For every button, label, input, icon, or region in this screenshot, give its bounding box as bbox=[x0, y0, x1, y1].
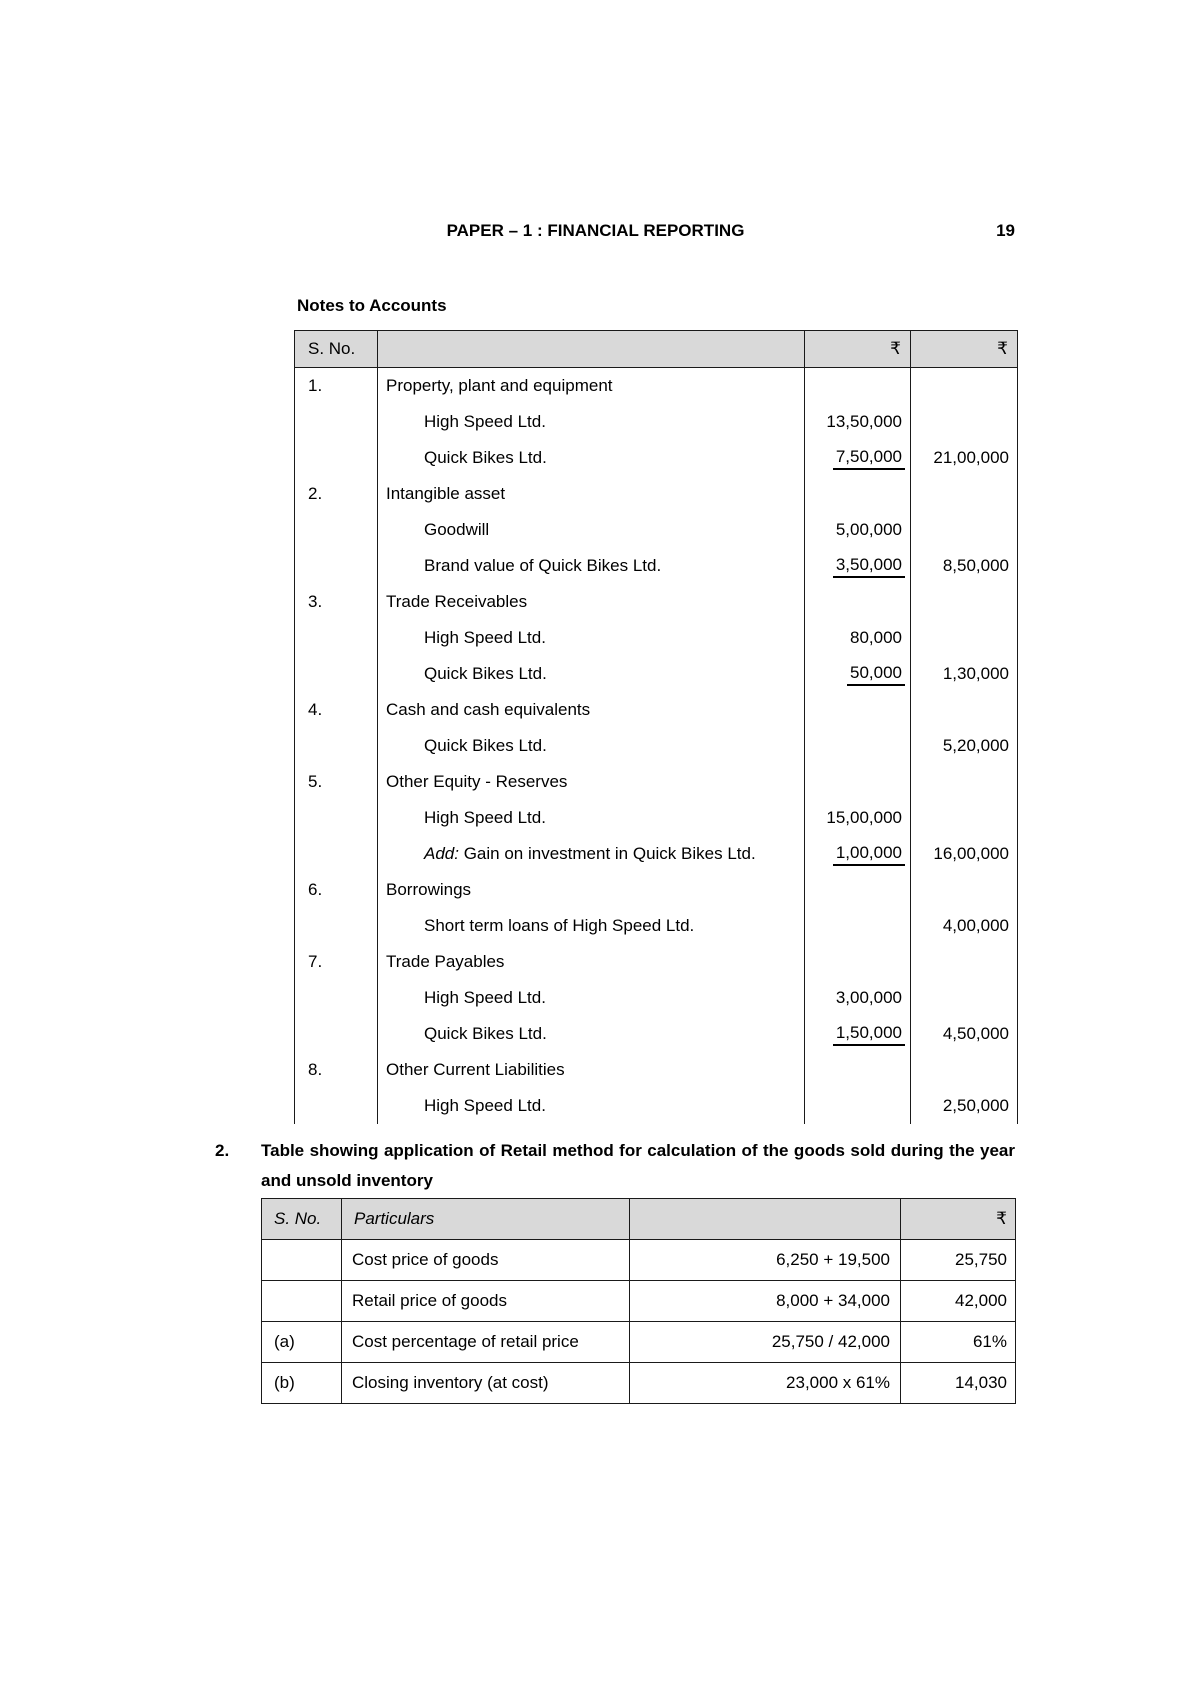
notes-row-amount-2-cell bbox=[911, 1052, 1018, 1088]
notes-row-amount-2-cell bbox=[911, 1088, 1018, 1124]
notes-row-amount-1-cell bbox=[805, 908, 911, 944]
notes-row-sno bbox=[295, 404, 378, 440]
notes-row-amount-1-cell bbox=[805, 728, 911, 764]
notes-table-row bbox=[295, 584, 1018, 620]
notes-table-row bbox=[295, 476, 1018, 512]
notes-row-sno bbox=[295, 656, 378, 692]
retail-table-body bbox=[262, 1240, 1016, 1404]
notes-row-amount-1-cell bbox=[805, 440, 911, 476]
notes-row-amount-1-cell bbox=[805, 944, 911, 980]
notes-row-amount-1: 80,000 bbox=[850, 628, 902, 647]
notes-row-amount-1: 50,000 bbox=[847, 663, 905, 686]
retail-header-rupee: ₹ bbox=[901, 1199, 1016, 1240]
notes-row-label-cell bbox=[378, 404, 805, 440]
retail-row-formula: 8,000 + 34,000 bbox=[630, 1281, 901, 1322]
notes-row-amount-1-cell bbox=[805, 800, 911, 836]
notes-table-row bbox=[295, 656, 1018, 692]
retail-table-row bbox=[262, 1240, 1016, 1281]
notes-row-label-cell bbox=[378, 944, 805, 980]
notes-to-accounts-heading: Notes to Accounts bbox=[297, 296, 447, 315]
notes-row-label-cell bbox=[378, 692, 805, 728]
retail-header-particulars: Particulars bbox=[342, 1199, 630, 1240]
notes-row-amount-2-cell bbox=[911, 368, 1018, 405]
notes-row-label-cell bbox=[378, 548, 805, 584]
retail-row-sno: (b) bbox=[262, 1363, 342, 1404]
notes-row-label: High Speed Ltd. bbox=[424, 808, 546, 827]
retail-row-sno bbox=[262, 1240, 342, 1281]
notes-row-amount-2: 16,00,000 bbox=[933, 844, 1009, 863]
notes-row-label-cell bbox=[378, 728, 805, 764]
retail-row-amount: 25,750 bbox=[901, 1240, 1016, 1281]
notes-row-label: Quick Bikes Ltd. bbox=[424, 664, 547, 683]
notes-row-label: High Speed Ltd. bbox=[424, 412, 546, 431]
notes-header-rupee-1: ₹ bbox=[805, 331, 911, 368]
notes-row-sno bbox=[295, 836, 378, 872]
notes-row-amount-1-cell bbox=[805, 692, 911, 728]
retail-header-sno: S. No. bbox=[262, 1199, 342, 1240]
notes-table-row bbox=[295, 980, 1018, 1016]
notes-table-header bbox=[295, 331, 1018, 368]
notes-row-sno bbox=[295, 620, 378, 656]
notes-row-sno bbox=[295, 908, 378, 944]
notes-row-sno bbox=[295, 1016, 378, 1052]
notes-row-amount-1-cell bbox=[805, 980, 911, 1016]
notes-table-row bbox=[295, 1052, 1018, 1088]
notes-row-amount-1-cell bbox=[805, 1016, 911, 1052]
notes-row-amount-2: 21,00,000 bbox=[933, 448, 1009, 467]
notes-row-label-cell bbox=[378, 980, 805, 1016]
notes-row-amount-2: 4,50,000 bbox=[942, 1024, 1009, 1043]
page-header bbox=[176, 221, 1015, 241]
notes-row-label: Cash and cash equivalents bbox=[386, 700, 591, 719]
notes-row-label: Borrowings bbox=[386, 880, 472, 899]
notes-row-amount-1-cell bbox=[805, 368, 911, 405]
notes-header-row bbox=[295, 331, 1018, 368]
notes-row-amount-1-cell bbox=[805, 548, 911, 584]
notes-row-sno bbox=[295, 548, 378, 584]
notes-row-sno: 2. bbox=[295, 476, 378, 512]
notes-table-row bbox=[295, 908, 1018, 944]
notes-row-amount-1-cell bbox=[805, 620, 911, 656]
notes-row-label: Quick Bikes Ltd. bbox=[424, 448, 547, 467]
notes-row-amount-1-cell bbox=[805, 836, 911, 872]
notes-row-sno: 5. bbox=[295, 764, 378, 800]
notes-header-desc bbox=[378, 331, 805, 368]
notes-row-label-cell bbox=[378, 368, 805, 405]
notes-row-label-cell bbox=[378, 800, 805, 836]
retail-row-formula: 25,750 / 42,000 bbox=[630, 1322, 901, 1363]
notes-row-amount-2: 5,20,000 bbox=[942, 736, 1009, 755]
notes-row-amount-2-cell bbox=[911, 620, 1018, 656]
notes-row-amount-2: 2,50,000 bbox=[942, 1096, 1009, 1115]
notes-table-row bbox=[295, 512, 1018, 548]
notes-row-amount-2-cell bbox=[911, 728, 1018, 764]
notes-table-row bbox=[295, 404, 1018, 440]
notes-row-sno: 6. bbox=[295, 872, 378, 908]
notes-row-label-cell bbox=[378, 656, 805, 692]
notes-row-label-cell bbox=[378, 440, 805, 476]
page-title: PAPER – 1 : FINANCIAL REPORTING bbox=[446, 221, 745, 240]
notes-row-label: Trade Payables bbox=[386, 952, 505, 971]
notes-row-amount-2-cell bbox=[911, 440, 1018, 476]
notes-row-sno bbox=[295, 440, 378, 476]
notes-row-amount-2-cell bbox=[911, 1016, 1018, 1052]
notes-row-amount-1-cell bbox=[805, 584, 911, 620]
notes-row-sno: 7. bbox=[295, 944, 378, 980]
notes-header-rupee-2: ₹ bbox=[911, 331, 1018, 368]
notes-row-label-cell bbox=[378, 620, 805, 656]
notes-row-amount-2-cell bbox=[911, 692, 1018, 728]
retail-heading-number: 2. bbox=[215, 1141, 230, 1160]
retail-heading-text: Table showing application of Retail method for calculation of the goods sold during the year and unsold inventory bbox=[261, 1141, 1015, 1190]
retail-method-heading bbox=[215, 1136, 1015, 1196]
notes-table-row bbox=[295, 872, 1018, 908]
notes-row-label-cell bbox=[378, 1088, 805, 1124]
notes-table-row bbox=[295, 800, 1018, 836]
notes-row-amount-1: 5,00,000 bbox=[835, 520, 902, 539]
notes-row-label: Brand value of Quick Bikes Ltd. bbox=[424, 556, 662, 575]
notes-table-row bbox=[295, 836, 1018, 872]
notes-row-prefix: Add: bbox=[424, 844, 459, 863]
notes-table-row bbox=[295, 728, 1018, 764]
notes-row-label: Short term loans of High Speed Ltd. bbox=[424, 916, 695, 935]
notes-row-sno: 3. bbox=[295, 584, 378, 620]
notes-table-row bbox=[295, 620, 1018, 656]
notes-row-amount-1-cell bbox=[805, 404, 911, 440]
retail-table-header bbox=[262, 1199, 1016, 1240]
notes-row-amount-2-cell bbox=[911, 944, 1018, 980]
notes-row-amount-2-cell bbox=[911, 512, 1018, 548]
notes-table-row bbox=[295, 548, 1018, 584]
notes-row-amount-1-cell bbox=[805, 1052, 911, 1088]
retail-row-particulars: Closing inventory (at cost) bbox=[342, 1363, 630, 1404]
notes-row-label-cell bbox=[378, 764, 805, 800]
notes-row-label: Property, plant and equipment bbox=[386, 376, 613, 395]
retail-table-row bbox=[262, 1322, 1016, 1363]
notes-row-label-cell bbox=[378, 476, 805, 512]
notes-row-amount-2: 4,00,000 bbox=[942, 916, 1009, 935]
notes-table-row bbox=[295, 368, 1018, 405]
notes-row-label: High Speed Ltd. bbox=[424, 988, 546, 1007]
notes-row-amount-1: 1,00,000 bbox=[833, 843, 905, 866]
retail-row-sno bbox=[262, 1281, 342, 1322]
notes-row-label: Trade Receivables bbox=[386, 592, 528, 611]
notes-row-amount-2-cell bbox=[911, 836, 1018, 872]
notes-row-label: Intangible asset bbox=[386, 484, 506, 503]
notes-row-sno bbox=[295, 800, 378, 836]
notes-row-label: Goodwill bbox=[424, 520, 490, 539]
notes-row-amount-2-cell bbox=[911, 908, 1018, 944]
notes-to-accounts-table bbox=[294, 330, 1018, 1124]
notes-row-label: High Speed Ltd. bbox=[424, 628, 546, 647]
notes-row-label: High Speed Ltd. bbox=[424, 1096, 546, 1115]
notes-row-amount-2: 1,30,000 bbox=[942, 664, 1009, 683]
retail-row-particulars: Cost price of goods bbox=[342, 1240, 630, 1281]
notes-row-label: Gain on investment in Quick Bikes Ltd. bbox=[458, 844, 756, 863]
notes-row-sno: 4. bbox=[295, 692, 378, 728]
notes-row-amount-1-cell bbox=[805, 872, 911, 908]
notes-row-sno bbox=[295, 1088, 378, 1124]
notes-row-amount-1: 3,50,000 bbox=[833, 555, 905, 578]
notes-table-row bbox=[295, 944, 1018, 980]
retail-row-formula: 23,000 x 61% bbox=[630, 1363, 901, 1404]
notes-row-label-cell bbox=[378, 512, 805, 548]
retail-method-table bbox=[261, 1198, 1016, 1404]
notes-table-body bbox=[295, 368, 1018, 1125]
notes-row-sno bbox=[295, 728, 378, 764]
notes-row-amount-2: 8,50,000 bbox=[942, 556, 1009, 575]
retail-header-formula bbox=[630, 1199, 901, 1240]
notes-row-amount-1: 3,00,000 bbox=[835, 988, 902, 1007]
notes-row-amount-1: 13,50,000 bbox=[826, 412, 902, 431]
notes-row-label-cell bbox=[378, 1052, 805, 1088]
notes-row-amount-1-cell bbox=[805, 656, 911, 692]
notes-row-amount-2-cell bbox=[911, 764, 1018, 800]
notes-row-sno bbox=[295, 980, 378, 1016]
retail-header-row bbox=[262, 1199, 1016, 1240]
notes-row-label: Other Current Liabilities bbox=[386, 1060, 565, 1079]
retail-table-row bbox=[262, 1281, 1016, 1322]
retail-row-particulars: Cost percentage of retail price bbox=[342, 1322, 630, 1363]
notes-row-sno: 8. bbox=[295, 1052, 378, 1088]
notes-row-label-cell bbox=[378, 584, 805, 620]
retail-row-particulars: Retail price of goods bbox=[342, 1281, 630, 1322]
notes-row-amount-1-cell bbox=[805, 512, 911, 548]
notes-row-label: Quick Bikes Ltd. bbox=[424, 1024, 547, 1043]
notes-row-amount-2-cell bbox=[911, 872, 1018, 908]
notes-row-amount-2-cell bbox=[911, 800, 1018, 836]
notes-row-amount-1: 7,50,000 bbox=[833, 447, 905, 470]
notes-table-row bbox=[295, 692, 1018, 728]
notes-row-sno bbox=[295, 512, 378, 548]
notes-row-label-cell bbox=[378, 836, 805, 872]
notes-row-label-cell bbox=[378, 1016, 805, 1052]
notes-row-amount-2-cell bbox=[911, 584, 1018, 620]
notes-row-amount-1-cell bbox=[805, 476, 911, 512]
notes-table-row bbox=[295, 1016, 1018, 1052]
notes-table-row bbox=[295, 440, 1018, 476]
notes-row-amount-2-cell bbox=[911, 980, 1018, 1016]
retail-row-sno: (a) bbox=[262, 1322, 342, 1363]
page-number: 19 bbox=[996, 221, 1015, 240]
notes-header-sno: S. No. bbox=[295, 331, 378, 368]
notes-row-label: Quick Bikes Ltd. bbox=[424, 736, 547, 755]
notes-row-label-cell bbox=[378, 872, 805, 908]
notes-row-amount-2-cell bbox=[911, 656, 1018, 692]
notes-row-label: Other Equity - Reserves bbox=[386, 772, 568, 791]
notes-table-row bbox=[295, 764, 1018, 800]
retail-row-amount: 42,000 bbox=[901, 1281, 1016, 1322]
retail-row-amount: 14,030 bbox=[901, 1363, 1016, 1404]
notes-row-amount-1: 15,00,000 bbox=[826, 808, 902, 827]
notes-row-amount-2-cell bbox=[911, 476, 1018, 512]
retail-row-formula: 6,250 + 19,500 bbox=[630, 1240, 901, 1281]
notes-row-label-cell bbox=[378, 908, 805, 944]
notes-row-amount-2-cell bbox=[911, 404, 1018, 440]
notes-row-sno: 1. bbox=[295, 368, 378, 405]
notes-row-amount-1-cell bbox=[805, 764, 911, 800]
notes-row-amount-1-cell bbox=[805, 1088, 911, 1124]
retail-row-amount: 61% bbox=[901, 1322, 1016, 1363]
retail-table-row bbox=[262, 1363, 1016, 1404]
notes-row-amount-2-cell bbox=[911, 548, 1018, 584]
notes-table-row bbox=[295, 1088, 1018, 1124]
notes-row-amount-1: 1,50,000 bbox=[833, 1023, 905, 1046]
